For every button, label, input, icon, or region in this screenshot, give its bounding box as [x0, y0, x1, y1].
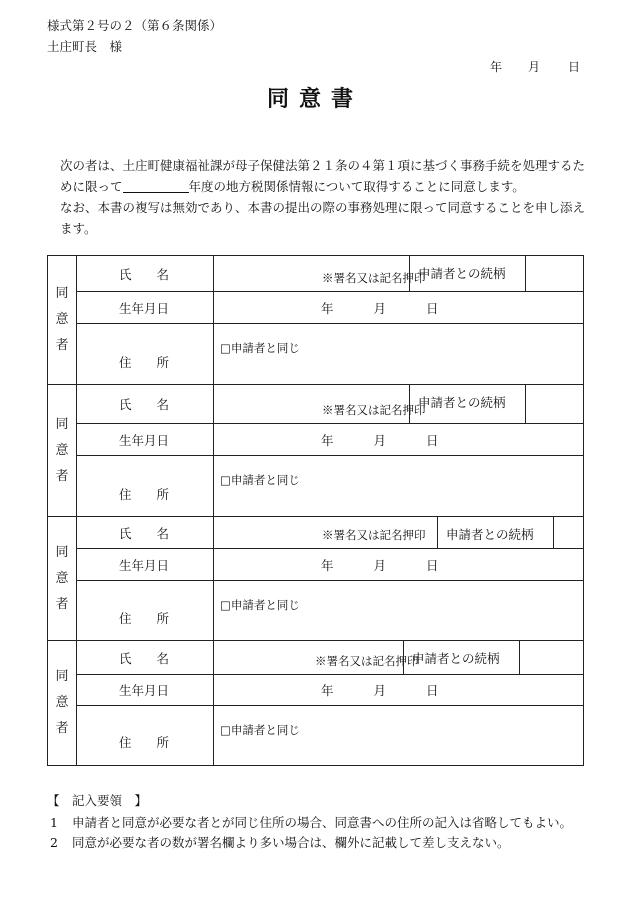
- relation-label: 申請者との続柄: [409, 256, 526, 291]
- date-line: [490, 58, 580, 75]
- birthdate-row: [77, 675, 583, 706]
- address-row: [77, 324, 583, 385]
- form-number: 様式第２号の２（第６条関係）: [47, 18, 223, 33]
- birthdate-fields[interactable]: 年 月 日: [321, 557, 439, 573]
- birthdate-row: [77, 549, 583, 581]
- document-title: 同意書: [266, 86, 363, 112]
- consenter-side-label: 同 意 者: [48, 256, 77, 384]
- name-row: [77, 256, 583, 292]
- instruction-text: 申請者と同意が必要な者とが同じ住所の場合、同意書への住所の記入は省略してもよい。: [72, 815, 573, 830]
- consenter-block: [48, 641, 583, 765]
- name-label: 氏 名: [77, 641, 214, 674]
- address-label: 住 所: [77, 581, 214, 641]
- name-label: 氏 名: [77, 385, 214, 423]
- date-month: 月: [528, 60, 541, 74]
- address-row: [77, 706, 583, 765]
- name-row: [77, 517, 583, 549]
- consenter-block: [48, 385, 583, 517]
- address-label: 住 所: [77, 706, 214, 765]
- consenter-side-label: 同 意 者: [48, 641, 77, 765]
- consenter-block: [48, 517, 583, 641]
- instruction-number: 1: [50, 815, 58, 830]
- consent-statement: [47, 155, 592, 239]
- birthdate-label: 生年月日: [77, 292, 214, 323]
- address-row: [77, 456, 583, 517]
- seal-note[interactable]: ※署名又は記名押印: [322, 403, 426, 417]
- birthdate-label: 生年月日: [77, 549, 214, 580]
- relation-label: 申請者との続柄: [437, 517, 554, 548]
- instruction-number: 2: [50, 835, 58, 850]
- address-label: 住 所: [77, 456, 214, 517]
- instructions-header: 【 記入要領 】: [47, 793, 148, 808]
- name-label: 氏 名: [77, 517, 214, 548]
- birthdate-row: [77, 424, 583, 456]
- name-label: 氏 名: [77, 256, 214, 291]
- instruction-item: [47, 813, 592, 833]
- name-row: [77, 641, 583, 675]
- same-as-applicant-checkbox[interactable]: □申請者と同じ: [220, 473, 300, 487]
- date-year: 年: [490, 60, 503, 74]
- birthdate-fields[interactable]: 年 月 日: [321, 683, 439, 698]
- birthdate-fields[interactable]: 年 月 日: [321, 432, 439, 448]
- consenter-block: [48, 256, 583, 385]
- consenter-table: [47, 255, 584, 766]
- addressee: 土庄町長 様: [47, 39, 123, 54]
- same-as-applicant-checkbox[interactable]: □申請者と同じ: [220, 598, 300, 612]
- consenter-side-label: 同 意 者: [48, 385, 77, 516]
- same-as-applicant-checkbox[interactable]: □申請者と同じ: [220, 723, 300, 737]
- statement-paragraph-1: [47, 155, 592, 197]
- relation-label: 申請者との続柄: [409, 385, 526, 423]
- consenter-side-label: 同 意 者: [48, 517, 77, 640]
- same-as-applicant-checkbox[interactable]: □申請者と同じ: [220, 341, 300, 355]
- statement-text-1a: 次の者は、土庄町健康福祉課が母子保健法第２１条の４第１項に基づく事務手続を処理するために限って: [60, 158, 586, 194]
- instructions: [47, 791, 592, 853]
- statement-paragraph-2: なお、本書の複写は無効であり、本書の提出の際の事務処理に限って同意することを申し添えます。: [60, 200, 586, 236]
- seal-note[interactable]: ※署名又は記名押印: [315, 654, 419, 668]
- birthdate-fields[interactable]: 年 月 日: [321, 300, 439, 316]
- statement-text-1b: 年度の地方税関係情報について取得することに同意します。: [188, 179, 525, 194]
- instruction-text: 同意が必要な者の数が署名欄より多い場合は、欄外に記載して差し支えない。: [72, 835, 510, 850]
- birthdate-label: 生年月日: [77, 675, 214, 705]
- name-row: [77, 385, 583, 424]
- birthdate-row: [77, 292, 583, 324]
- address-label: 住 所: [77, 324, 214, 385]
- fiscal-year-blank[interactable]: [123, 178, 189, 193]
- instruction-item: [47, 833, 592, 853]
- address-row: [77, 581, 583, 641]
- relation-label: 申請者との続柄: [403, 641, 520, 674]
- seal-note[interactable]: ※署名又は記名押印: [322, 528, 426, 542]
- seal-note[interactable]: ※署名又は記名押印: [322, 271, 426, 285]
- date-day: 日: [568, 60, 581, 74]
- birthdate-label: 生年月日: [77, 424, 214, 455]
